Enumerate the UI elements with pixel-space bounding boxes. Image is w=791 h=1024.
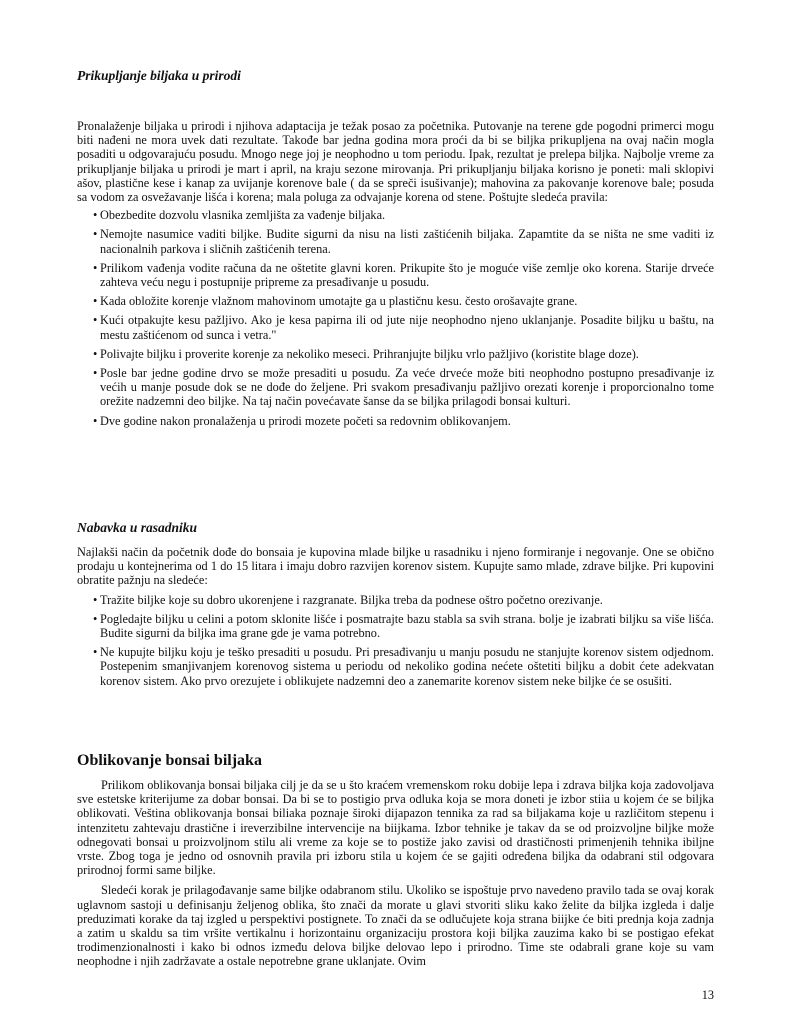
section-shaping-body: [77, 778, 714, 969]
list-item: • Kući otpakujte kesu pažljivo. Ako je kesa papirna ili od jute nije neophodno njeno uklanjanje. Posadite biljku u baštu, na mestu zaštićenom od sunca i vetra.": [93, 313, 714, 342]
bullet-icon: •: [93, 313, 98, 328]
list-item: • Tražite biljke koje su dobro ukorenjene i razgranate. Biljka treba da podnese oštro početno orezivanje.: [93, 592, 603, 607]
collecting-rules-list: [77, 208, 714, 428]
bullet-icon: •: [93, 592, 98, 607]
list-item: • Ne kupujte biljku koju je teško presaditi u posudu. Pri presađivanju u manju posudu ne stanjujte korenov sistem odjednom. Postepenim smanjivanjem korenovog sistema u periodu od nekoliko godina nećete oštetiti biljku a dobit ćete adekvatan korenov sistem. Ako prvo orezujete i oblikujete nadzemni deo a zanemarite korenov sistem neke biljke će se osušiti.: [93, 645, 714, 688]
bullet-icon: •: [93, 645, 98, 660]
shaping-paragraph-1: Prilikom oblikovanja bonsai biljaka cilj je da se u što kraćem vremenskom roku dobije lepa i zdrava biljka koja zadovoljava sve estetske kriterijume za dobar bonsai. Da bi se to postigio prva odluka koja se mora doneti je izbor stiia u kojem će se biljka oblikovati. Veština oblikovanja bonsai biliaka poznaje široki dijapazon tennika za rad sa biljakama koje u različitom stepenu i intenzitetu zahtevaju drastične i ireverzibilne intervencije na biijkama. Izbor tehnike je takav da se od proizvoljne biljke može odnegovati bonsai u proizvoljnom stilu ali vreme za koje se to postiže jako zavisi od drastičnosti primenjenih tehnika ibiljne vrste. Zbog toga je jedno od osnovnih pravila pri izboru stila u kojem će se gajiti određena biljka da odabrani stil odgovara prirodnoj formi same biljke.: [77, 778, 714, 878]
list-item: • Pogledajte biljku u celini a potom sklonite lišće i posmatrajte bazu stabla sa svih strana. bolje je izabrati biljku sa više lišća. Budite sigurni da biljka ima grane gde je vama potrebno.: [93, 611, 714, 641]
section-title-shaping: Oblikovanje bonsai biljaka: [77, 752, 262, 769]
section-nursery-body: [77, 545, 714, 693]
bullet-icon: •: [93, 260, 98, 275]
bullet-icon: •: [93, 366, 98, 381]
section-title-collecting: Prikupljanje biljaka u prirodi: [77, 68, 241, 83]
list-item: • Kada obložite korenje vlažnom mahovinom umotajte ga u plastičnu kesu. često orošavajte grane.: [93, 294, 578, 309]
list-item: • Posle bar jedne godine drvo se može presaditi u posudu. Za veće drveće može biti neophodno postupno presađivanje iz većih u manje posude dok se ne dođe do željene. Pri svakom presađivanju pažljivo orezati korenje i proporcionalno tome orežite nadzemni deo biljke. Na taj način povećavate šanse da se biljka prilagodi bonsai kulturi.: [93, 366, 714, 409]
list-item: • Obezbedite dozvolu vlasnika zemljišta za vađenje biljaka.: [93, 208, 386, 223]
intro-paragraph: Pronalaženje biljaka u prirodi i njihova adaptacija je težak posao za početnika. Putovanje na terene gde pogodni primerci mogu biti nađeni ne mora uvek dati rezultate. Takođe bar jedna godina mora proći da bi se biljka prikupljena na ovaj način mogla posaditi u odgovarajuću posudu. Mnogo nege joj je neophodno u tom periodu. Ipak, rezultat je prelepa biljka. Najbolje vreme za prikupljanje biljaka u prirodi je mart i april, na kraju sezone mirovanja. Pri prikupljanju biljaka korisno je poneti: mali sklopivi ašov, plastične kese i kanap za uvijanje korenove bale ( da se spreči isušivanje); mahovina za pakovanje korenove bale; posuda sa vodom za osvežavanje lišća i korena; mala poluga za odvajanje korena od stene. Poštujte sledeća pravila:: [77, 119, 714, 205]
nursery-tips-list: [77, 593, 714, 688]
nursery-intro-paragraph: Najlakši način da početnik dođe do bonsaia je kupovina mlade biljke u rasadniku i njeno formiranje i negovanje. One se obično prodaju u kontejnerima od 1 do 15 litara i imaju dobro razvijen korenov sistem. Kupujte samo mlade, zdrave biljke. Pri kupovini obratite pažnju na sledeće:: [77, 545, 714, 588]
list-item: • Prilikom vađenja vodite računa da ne oštetite glavni koren. Prikupite što je moguće više zemlje oko korena. Starije drveće zahteva veću negu i postupnije pripreme za presađivanje u posudu.: [93, 260, 714, 290]
bullet-icon: •: [93, 227, 98, 242]
section-collecting-body: [77, 119, 714, 433]
list-item: • Polivajte biljku i proverite korenje za nekoliko meseci. Prihranjujte biljku vrlo pažljivo (koristite blage doze).: [93, 346, 639, 361]
bullet-icon: •: [93, 413, 98, 428]
section-title-nursery: Nabavka u rasadniku: [77, 520, 198, 535]
page-number: 13: [701, 988, 714, 1002]
bullet-icon: •: [93, 294, 98, 309]
list-item: • Nemojte nasumice vaditi biljke. Budite sigurni da nisu na listi zaštićenih biljaka. Zapamtite da se ništa ne sme vaditi iz nacionalnih parkova i sličnih zaštićenih terena.: [93, 227, 714, 256]
shaping-paragraph-2: Sledeći korak je prilagođavanje same biljke odabranom stilu. Ukoliko se ispoštuje prvo navedeno pravilo tada se ovaj korak uglavnom sastoji u definisanju željenog oblika, što znači da morate u glavi stvoriti sliku kako želite da biljka izgleda i dalje preduzimati korake da taj izgled u perspektivi postignete. To znači da se odlučujete koja strana biijke će biti prednja koja zadnja a zatim u skaldu sa tim vršite vertikalnu i horizontainu organizaciju prostora koji biljka zauzima kako bi se postigao efekat trodimenzionalnosti i kako bi odnos između delova biljke delovao lepo i prirodno. Time ste odabrali grane koje su vam neophodne i njih zadržavate a ostale nepotrebne grane uklanjate. Ovim: [77, 883, 714, 969]
list-item: • Dve godine nakon pronalaženja u prirodi mozete početi sa redovnim oblikovanjem.: [93, 413, 511, 428]
bullet-icon: •: [93, 208, 98, 223]
bullet-icon: •: [93, 346, 98, 361]
bullet-icon: •: [93, 611, 98, 626]
